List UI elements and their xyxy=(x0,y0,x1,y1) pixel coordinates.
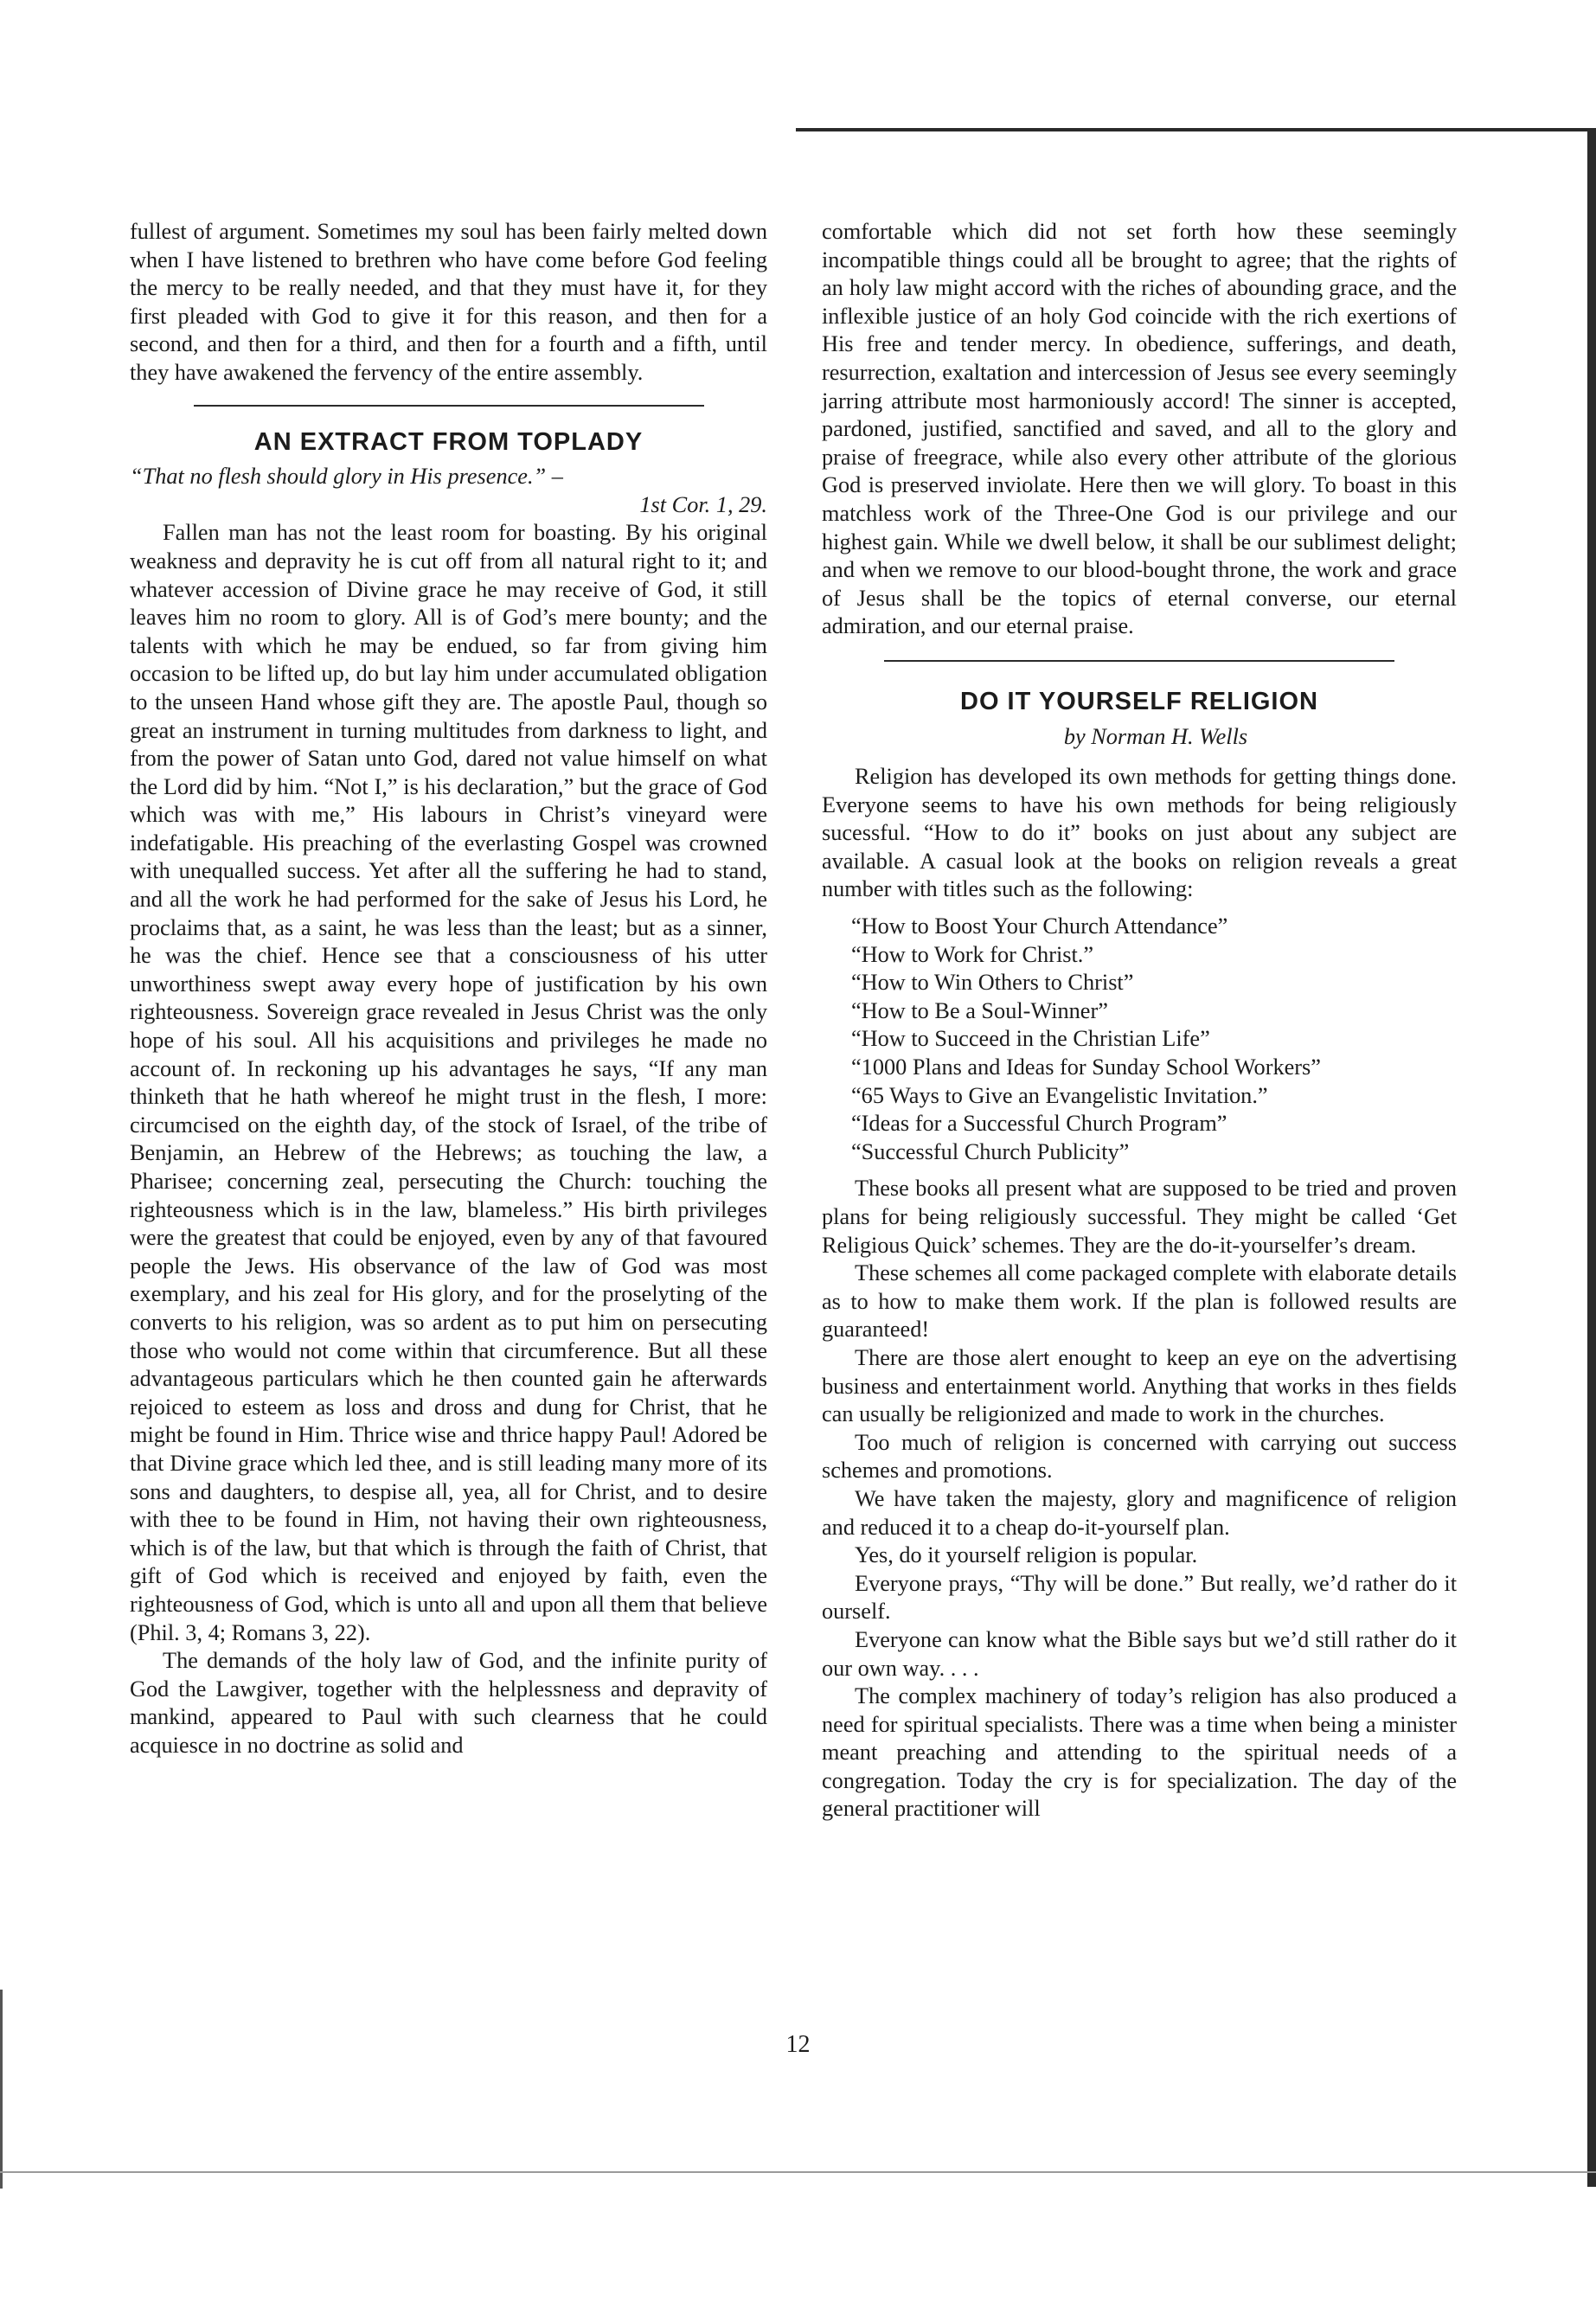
scan-edge-right xyxy=(1587,128,1596,2187)
left-column xyxy=(130,218,767,1759)
book-title: “How to Work for Christ.” xyxy=(851,941,1094,967)
epigraph: “That no flesh should glory in His presence.” – xyxy=(130,464,563,490)
article-heading-diy-religion: DO IT YOURSELF RELIGION xyxy=(960,687,1318,715)
byline: by Norman H. Wells xyxy=(1063,723,1248,749)
book-title: “Successful Church Publicity” xyxy=(851,1138,1130,1164)
book-title: “How to Be a Soul-Winner” xyxy=(851,997,1108,1023)
intro-paragraph: fullest of argument. Sometimes my soul has been fairly melted down when I have listened to brethren who have come before God feeling the mercy to be really needed, and that they must have it, for they first pleaded with God to give it for this reason, and then for a second, and then for a third, and then for a fourth and a fifth, until they have awakened the fervency of the entire assembly. xyxy=(130,219,767,385)
continuation-paragraph: comfortable which did not set forth how these seemingly incompatible things could all be brought to agree; that the rights of an holy law might accord with the riches of abounding grace, and the inflexible justice of an holy God coincide with the rich exertions of His free and tender mercy. In obedience, sufferings, and death, resurrection, exaltation and intercession of Jesus see every seemingly jarring attribute most harmoniously accord! The sinner is accepted, pardoned, justified, sanctified and saved, and all to the glory and praise of freegrace, while also every other attribute of the glorious God is preserved inviolate. Here then we will glory. To boast in this matchless work of the Three-One God is our privilege and our highest gain. While we dwell below, it shall be our sublimest delight; and when we remove to our blood-bought throne, the work and grace of Jesus shall be the topics of eternal converse, our eternal admiration, and our eternal praise. xyxy=(822,219,1457,639)
book-title: “How to Win Others to Christ” xyxy=(851,970,1134,996)
article-paragraph: These books all present what are supposed to be tried and proven plans for being religiously successful. They might be called ‘Get Religious Quick’ schemes. They are the do-it-yourselfer’s dream. xyxy=(822,1176,1457,1258)
article-paragraph: Yes, do it yourself religion is popular. xyxy=(855,1542,1198,1568)
epigraph-reference: 1st Cor. 1, 29. xyxy=(639,491,767,517)
book-title: “How to Boost Your Church Attendance” xyxy=(851,913,1228,939)
book-title: “65 Ways to Give an Evangelistic Invitation.” xyxy=(851,1082,1268,1108)
article-paragraph: The complex machinery of today’s religion has also produced a need for spiritual specialists. There was a time when being a minister meant preaching and attending to the spiritual needs of a congregation. Today the cry is for specialization. The day of the general practitioner will xyxy=(822,1683,1457,1822)
book-title: “Ideas for a Successful Church Program” xyxy=(851,1111,1227,1137)
article-paragraph: These schemes all come packaged complete with elaborate details as to how to make them work. If the plan is followed results are guaranteed! xyxy=(822,1260,1457,1343)
scan-edge-bottom xyxy=(0,2171,1596,2173)
right-column xyxy=(822,218,1457,1823)
book-title: “1000 Plans and Ideas for Sunday School Workers” xyxy=(851,1054,1321,1080)
article-paragraph: There are those alert enought to keep an eye on the advertising business and entertainment world. Anything that works in thes fields can usually be religionized and made to work in the churches. xyxy=(822,1344,1457,1427)
article-heading-toplady: AN EXTRACT FROM TOPLADY xyxy=(253,427,644,456)
article-paragraph: Too much of religion is concerned with carrying out success schemes and promotions. xyxy=(822,1429,1457,1484)
section-divider xyxy=(884,660,1394,662)
page-number: 12 xyxy=(785,2031,811,2058)
article-paragraph: Religion has developed its own methods for getting things done. Everyone seems to have his own methods for being religiously sucessful. “How to do it” books on just about any subject are available. A casual look at the books on religion reveals a great number with titles such as the following: xyxy=(822,764,1457,902)
article-paragraph: Everyone prays, “Thy will be done.” But really, we’d rather do it ourself. xyxy=(822,1570,1457,1625)
article-paragraph: Fallen man has not the least room for boasting. By his original weakness and depravity he is cut off from all natural right to it; and whatever accession of Divine grace he may receive of God, it still leaves him no room to glory. All is of God’s mere bounty; and the talents with which he may be endued, so far from giving him occasion to be lifted up, do but lay him under accumulated obligation to the unseen Hand whose gift they are. The apostle Paul, though so great an instrument in turning multitudes from darkness to light, and from the power of Satan unto God, dared not value himself on what the Lord did by him. “Not I,” is his declaration,” but the grace of God which was with me,” His labours in Christ’s vineyard were indefatigable. His preaching of the everlasting Gospel was crowned with unequalled success. Yet after all the suffering he had to stand, and all the work he had performed for the sake of Jesus his Lord, he proclaims that, as a saint, he was less than the least; but as a sinner, he was the chief. Hence see that a consciousness of his utter unworthiness swept away every hope of justification by his own righteousness. Sovereign grace revealed in Jesus Christ was the only hope of his soul. All his acquisitions and privileges he made no account of. In reckoning up his advantages he says, “If any man thinketh that he hath whereof he might trust in the flesh, I more: circumcised on the eighth day, of the stock of Israel, of the tribe of Benjamin, an Hebrew of the Hebrews; as touching the law, a Pharisee; concerning zeal, persecuting the Church: touching the righteousness which is in the law, blameless.” His birth privileges were the greatest that could be enjoyed, even by any of that favoured people the Jews. His observance of the law of God was most exemplary, and his zeal for His glory, and for the proselyting of the converts to his religion, was so ardent as to put him on persecuting those who would not come within that circumference. But all these advantageous particulars which he then counted gain he afterwards rejoiced to esteem as loss and dross and dung for Christ, that he might be found in Him. Thrice wise and thrice happy Paul! Adored be that Divine grace which led thee, and is still leading many more of its sons and daughters, to despise all, yea, all for Christ, and to desire with thee to be found in Him, not having their own righteousness, which is of the law, but that which is through the faith of Christ, that gift of God which is received and enjoyed by faith, even the righteousness of God, which is unto all and upon all them that believe (Phil. 3, 4; Romans 3, 22). xyxy=(130,520,767,1645)
article-paragraph: Everyone can know what the Bible says but we’d still rather do it our own way. . . . xyxy=(822,1626,1457,1681)
book-title: “How to Succeed in the Christian Life” xyxy=(851,1026,1210,1052)
article-paragraph: The demands of the holy law of God, and the infinite purity of God the Lawgiver, together with the helplessness and depravity of mankind, appeared to Paul with such clearness that he could acquiesce in no doctrine as solid and xyxy=(130,1648,767,1758)
article-paragraph: We have taken the majesty, glory and magnificence of religion and reduced it to a cheap do-it-yourself plan. xyxy=(822,1485,1457,1540)
scan-edge-top xyxy=(796,128,1596,137)
section-divider xyxy=(194,405,704,407)
scan-edge-left xyxy=(0,1990,3,2189)
book-title-list xyxy=(822,913,1457,1166)
